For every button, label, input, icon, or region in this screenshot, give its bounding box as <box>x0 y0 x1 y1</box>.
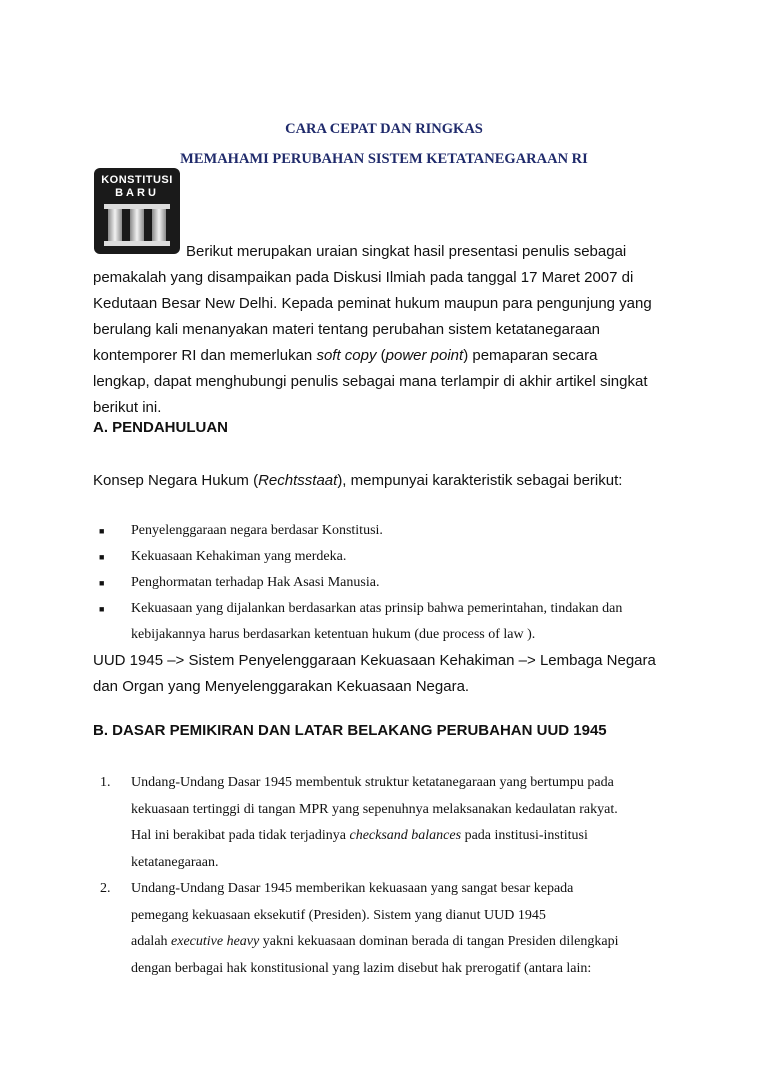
checks-and-balances-emphasis: checksand balances <box>349 828 462 843</box>
intro-line-3: Kedutaan Besar New Delhi. Kepada peminat hukum maupun para pengunjung yang <box>93 295 652 312</box>
square-bullet-icon: ■ <box>99 604 105 614</box>
pillars-icon <box>94 168 180 254</box>
concept-text: ), mempunyai karakteristik sebagai berikut: <box>337 472 623 489</box>
intro-text: ( <box>376 347 386 364</box>
list-number: 2. <box>100 881 111 896</box>
intro-line-2: pemakalah yang disampaikan pada Diskusi Ilmiah pada tanggal 17 Maret 2007 di <box>93 269 634 286</box>
list-item-text: Penghormatan terhadap Hak Asasi Manusia. <box>131 575 380 590</box>
list-item <box>93 876 693 982</box>
intro-text: ) pemaparan secara <box>463 347 598 364</box>
text: adalah <box>131 934 172 949</box>
square-bullet-icon: ■ <box>99 578 105 588</box>
concept-line <box>93 468 622 494</box>
intro-line-5 <box>93 343 597 369</box>
power-point-emphasis: power point <box>385 347 464 364</box>
list-item-text: kekuasaan tertinggi di tangan MPR yang sepenuhnya melaksanakan kedaulatan rakyat. <box>131 801 618 817</box>
characteristics-list <box>93 518 693 648</box>
uud-line-1: UUD 1945 –> Sistem Penyelenggaraan Kekuasaan Kehakiman –> Lembaga Negara <box>93 652 656 669</box>
list-item-text: Penyelenggaraan negara berdasar Konstitusi. <box>131 523 383 538</box>
section-b-heading: B. DASAR PEMIKIRAN DAN LATAR BELAKANG PERUBAHAN UUD 1945 <box>93 722 607 739</box>
executive-heavy-emphasis: executive heavy <box>171 934 260 949</box>
text: yakni kekuasaan dominan berada di tangan Presiden dilengkapi <box>259 934 619 949</box>
list-item <box>93 518 693 544</box>
square-bullet-icon: ■ <box>99 526 105 536</box>
intro-line-4: berulang kali menanyakan materi tentang perubahan sistem ketatanegaraan <box>93 321 600 338</box>
list-number: 1. <box>100 775 111 790</box>
square-bullet-icon: ■ <box>99 552 105 562</box>
list-item <box>93 570 693 596</box>
document-title-line-2: MEMAHAMI PERUBAHAN SISTEM KETATANEGARAAN RI <box>180 151 588 167</box>
text: Hal ini berakibat pada tidak terjadinya <box>131 828 350 843</box>
intro-line-7: berikut ini. <box>93 399 162 416</box>
section-a-heading: A. PENDAHULUAN <box>93 419 228 436</box>
document-title-line-1: CARA CEPAT DAN RINGKAS <box>285 121 483 137</box>
list-item-text: Undang-Undang Dasar 1945 membentuk struktur ketatanegaraan yang bertumpu pada <box>131 775 614 790</box>
list-item-text: ketatanegaraan. <box>131 854 219 870</box>
uud-line-2: dan Organ yang Menyelenggarakan Kekuasaan Negara. <box>93 678 470 695</box>
intro-line-1: Berikut merupakan uraian singkat hasil presentasi penulis sebagai <box>186 243 627 260</box>
intro-text: kontemporer RI dan memerlukan <box>93 347 317 364</box>
list-item-text-continued: kebijakannya harus berdasarkan ketentuan hukum (due process of law ). <box>131 627 536 642</box>
intro-line-6: lengkap, dapat menghubungi penulis sebagai mana terlampir di akhir artikel singkat <box>93 373 648 390</box>
list-item-text: Kekuasaan yang dijalankan berdasarkan atas prinsip bahwa pemerintahan, tindakan dan <box>131 601 623 616</box>
list-item <box>93 770 693 876</box>
logo-text-line-2: BARU <box>115 187 159 199</box>
soft-copy-emphasis: soft copy <box>316 347 377 364</box>
list-item-text <box>131 823 693 850</box>
text: pada institusi-institusi <box>461 828 588 843</box>
list-item-text <box>131 929 693 956</box>
list-item-text: dengan berbagai hak konstitusional yang lazim disebut hak prerogatif (antara lain: <box>131 960 592 976</box>
list-item-text: Kekuasaan Kehakiman yang merdeka. <box>131 549 347 564</box>
list-item <box>93 544 693 570</box>
list-item-text: Undang-Undang Dasar 1945 memberikan kekuasaan yang sangat besar kepada <box>131 881 574 896</box>
logo-text-line-1: KONSTITUSI <box>101 174 173 186</box>
reasons-list <box>93 770 693 982</box>
list-item <box>93 596 693 648</box>
konstitusi-baru-logo <box>94 168 180 254</box>
concept-text: Konsep Negara Hukum ( <box>93 472 259 489</box>
rechtsstaat-emphasis: Rechtsstaat <box>258 472 338 489</box>
list-item-text: pemegang kekuasaan eksekutif (Presiden). Sistem yang dianut UUD 1945 <box>131 907 546 923</box>
